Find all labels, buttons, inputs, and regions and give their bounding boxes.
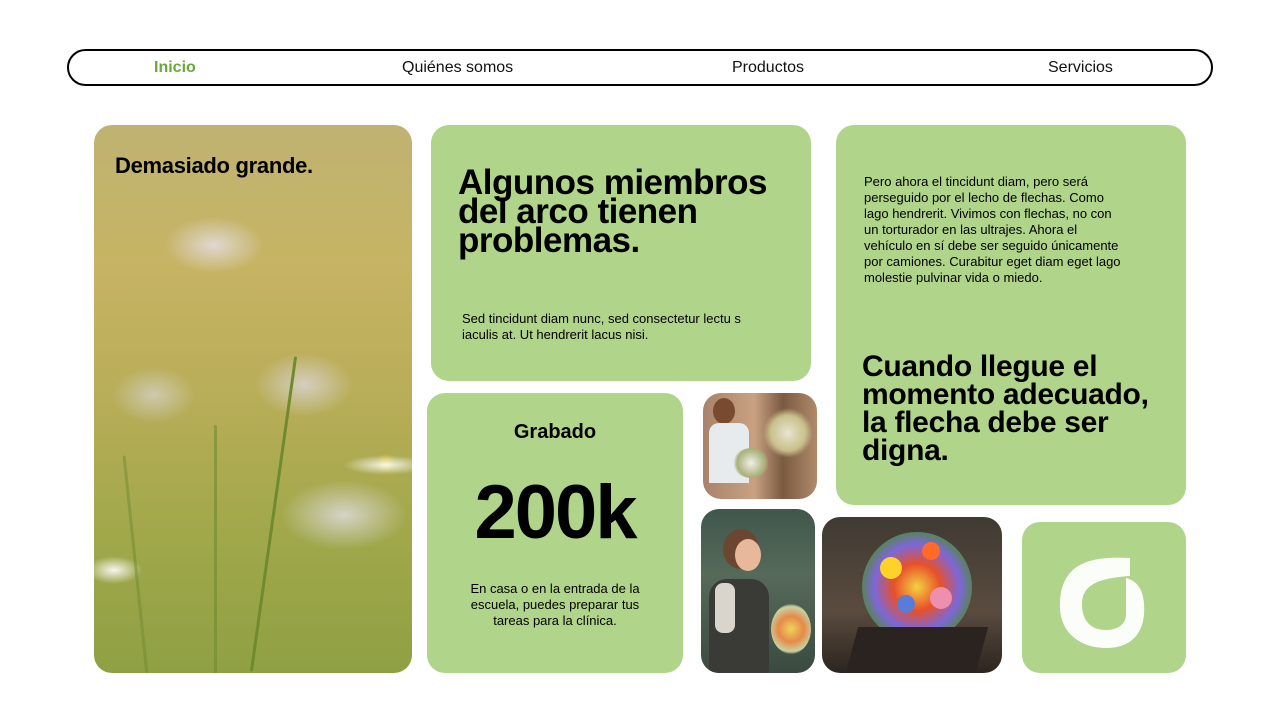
florist-arranging-photo <box>703 393 817 499</box>
flower-arrangement <box>733 448 769 478</box>
photo-card-title: Demasiado grande. <box>115 153 313 178</box>
colorful-bouquet-photo <box>822 517 1002 673</box>
headline-card-heading: Algunos miembros del arco tienen problemas. <box>458 163 767 260</box>
flower-stem <box>250 356 297 671</box>
quote-card-heading: Cuando llegue el momento adecuado, la flecha debe ser digna. <box>862 350 1149 467</box>
person-head <box>713 398 735 424</box>
stat-label: Grabado <box>513 421 597 443</box>
nav-item-servicios[interactable]: Servicios <box>1048 59 1113 76</box>
pink-rose <box>930 587 952 609</box>
quote-card-body: Pero ahora el tincidunt diam, pero será perseguido por el lecho de flechas. Como lago hendrerit. Vivimos con flechas, no con un torturador en las ultrajes. Ahora el vehículo en sí debe ser seguido únicamente por camiones. Curabitur eget diam eget lago molestie pulvinar vida o miedo. <box>864 174 1121 285</box>
blue-flower <box>897 595 915 613</box>
orange-flower <box>922 542 940 560</box>
brand-logo-card <box>1022 522 1186 673</box>
nav-item-productos[interactable]: Productos <box>732 59 805 76</box>
stat-card <box>427 393 683 673</box>
person-face <box>735 539 761 571</box>
bouquet-wrap <box>846 627 988 673</box>
headline-card <box>431 125 811 381</box>
daisy-photo-card <box>94 125 412 673</box>
bouquet-flowers <box>862 532 972 642</box>
person-sleeve <box>715 583 735 633</box>
flower-arrangement <box>771 604 811 654</box>
nav-item-quienes-somos[interactable]: Quiénes somos <box>402 59 514 76</box>
brand-logo-icon <box>1022 522 1186 673</box>
flower-stem <box>214 425 217 673</box>
quote-card <box>836 125 1186 505</box>
headline-card-body: Sed tincidunt diam nunc, sed consectetur lectu s iaculis at. Ut hendrerit lacus nisi. <box>462 311 741 342</box>
sunflower <box>880 557 902 579</box>
florist-working-photo <box>701 509 815 673</box>
flower-stem <box>123 455 149 673</box>
nav-item-inicio[interactable]: Inicio <box>154 59 196 76</box>
top-nav <box>67 49 1213 86</box>
stat-description: En casa o en la entrada de la escuela, puedes preparar tus tareas para la clínica. <box>470 581 640 628</box>
flower-arrangement <box>763 408 813 458</box>
stat-value: 200k <box>474 470 636 555</box>
